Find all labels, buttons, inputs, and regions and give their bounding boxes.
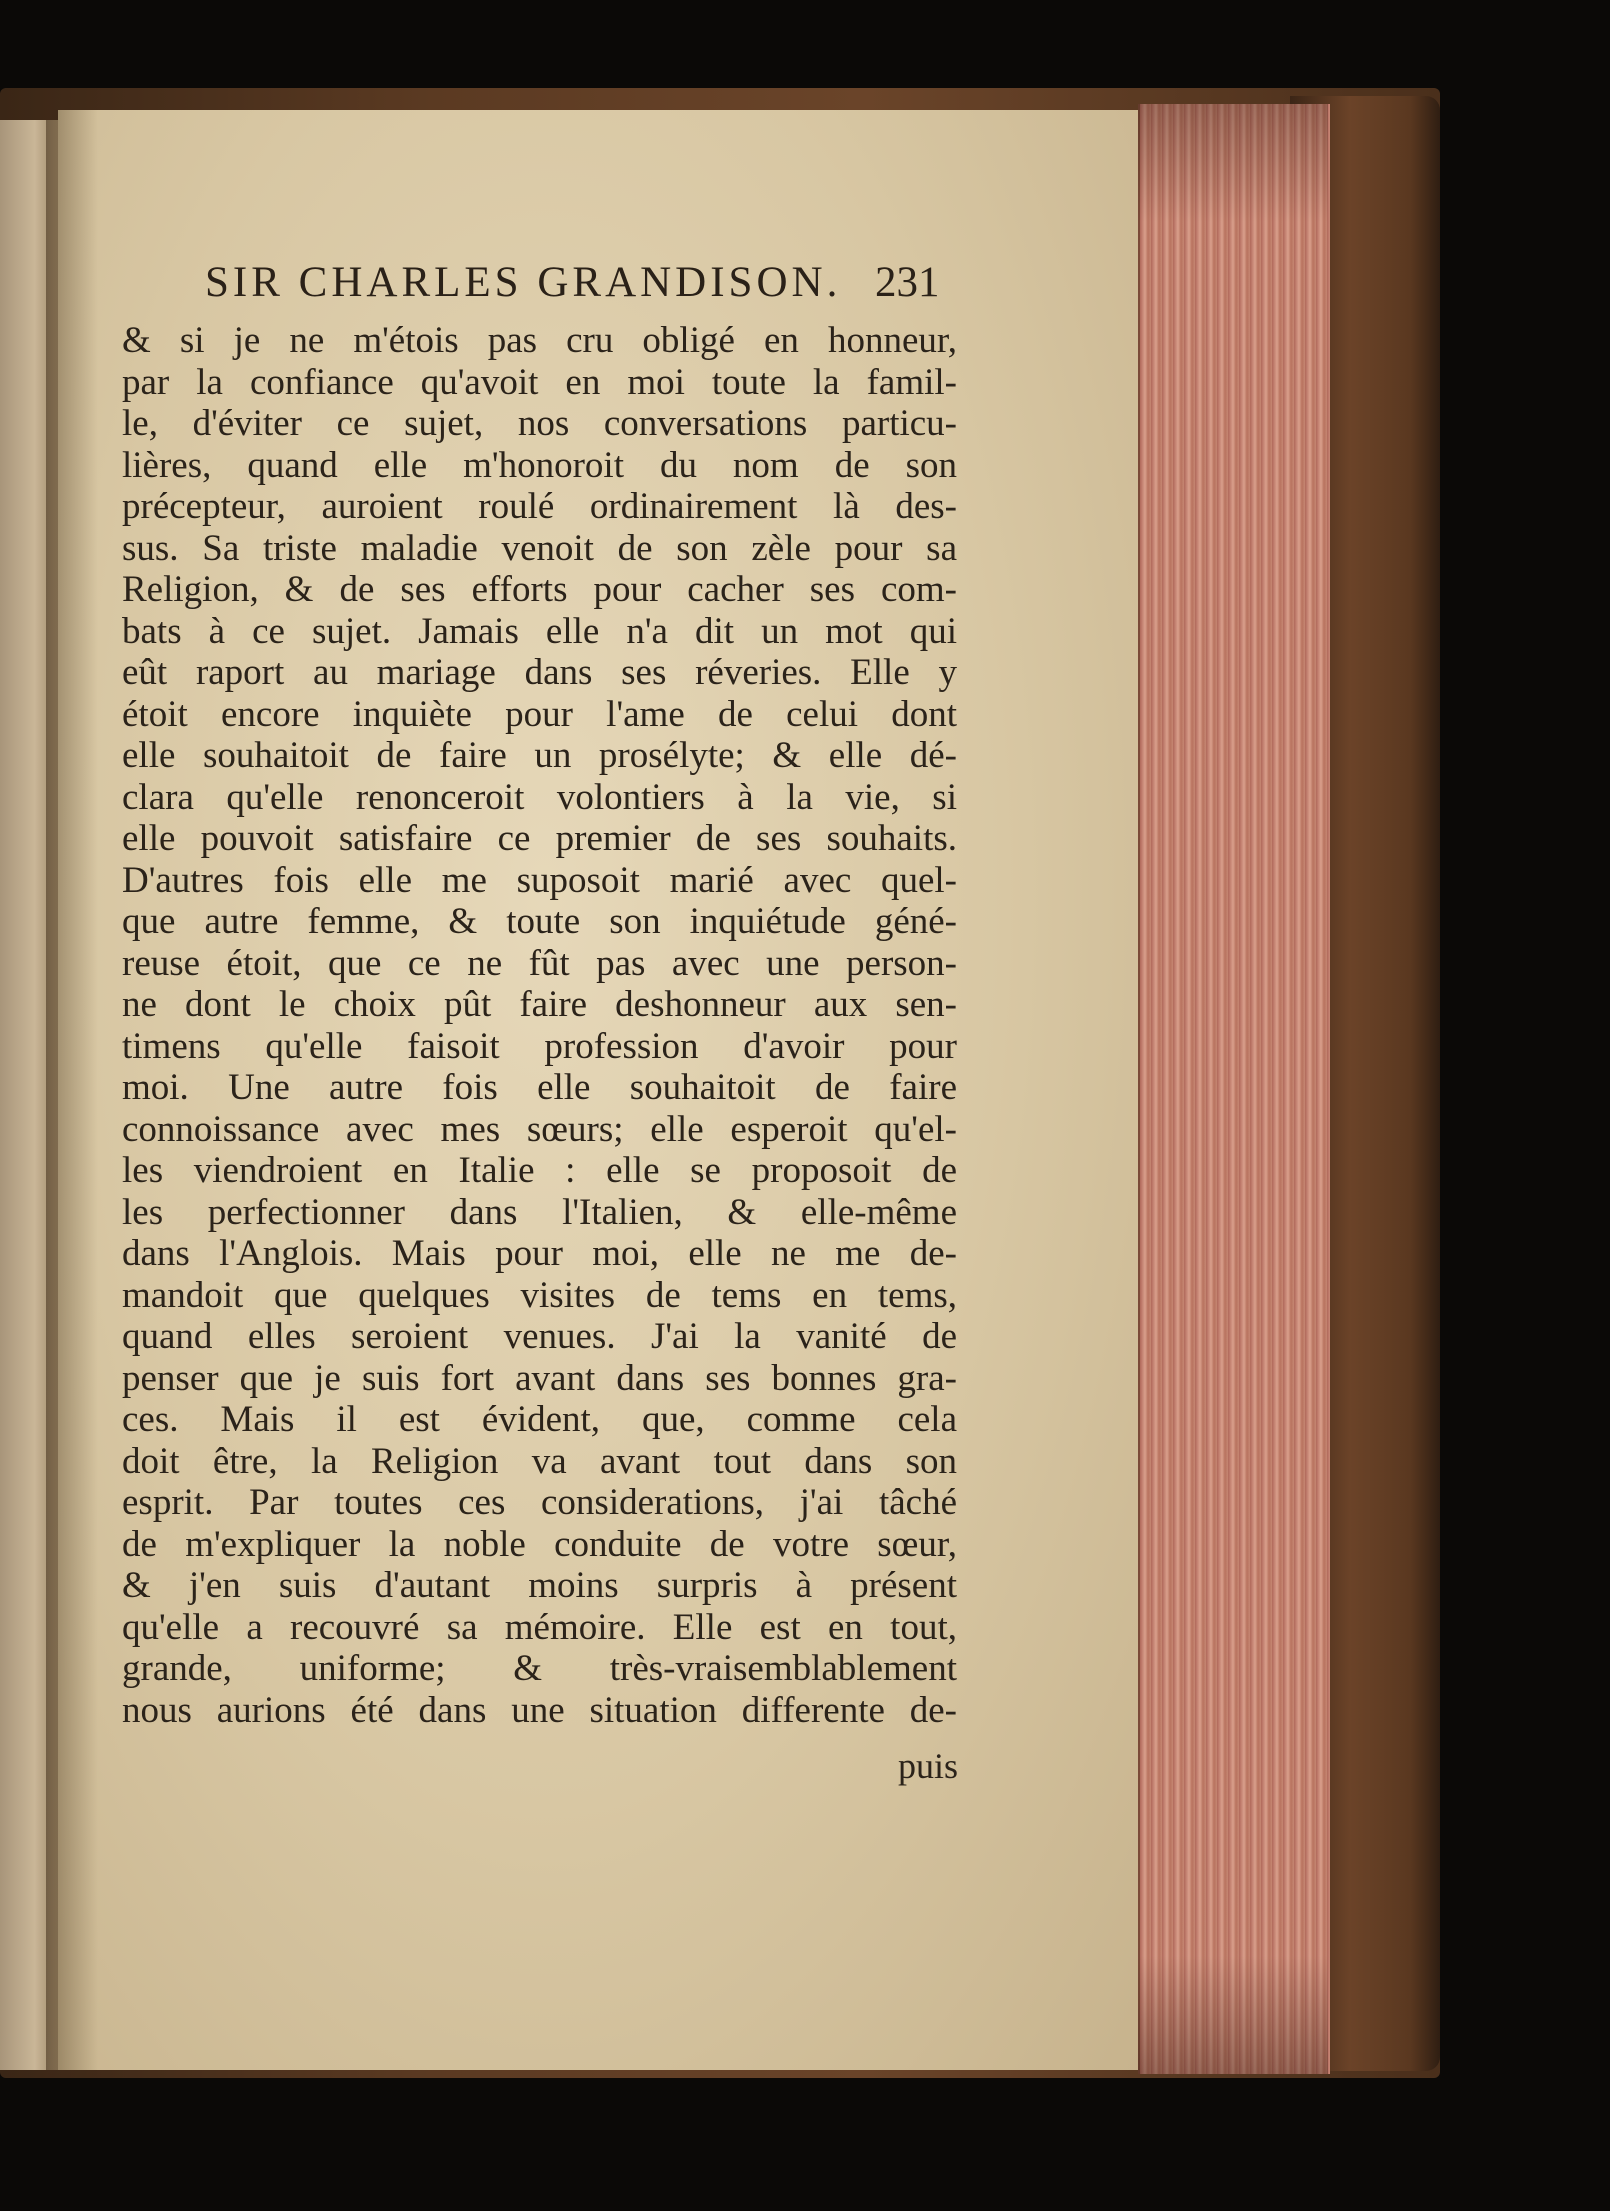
text-line: de m'expliquer la noble conduite de votre sœur, — [122, 1523, 957, 1565]
text-line: reuse étoit, que ce ne fût pas avec une person- — [122, 942, 957, 984]
text-line: elle pouvoit satisfaire ce premier de ses souhaits. — [122, 818, 957, 859]
text-line: eût raport au mariage dans ses réveries. Elle y — [122, 652, 957, 693]
running-head-title: SIR CHARLES GRANDISON. — [205, 259, 842, 306]
text-line: lières, quand elle m'honoroit du nom de son — [122, 444, 957, 486]
text-line: dans l'Anglois. Mais pour moi, elle ne me de- — [122, 1233, 957, 1274]
text-line: les viendroient en Italie : elle se proposoit de — [122, 1150, 957, 1191]
text-line: connoissance avec mes sœurs; elle esperoit qu'el- — [122, 1108, 957, 1150]
text-line: nous aurions été dans une situation differente de- — [122, 1689, 957, 1731]
catchword: puis — [898, 1746, 959, 1786]
body-text — [122, 320, 957, 1731]
text-line: grande, uniforme; & très-vraisemblablement — [122, 1648, 957, 1689]
text-line: les perfectionner dans l'Italien, & elle-même — [122, 1191, 957, 1233]
page-number: 231 — [875, 259, 940, 306]
text-line: qu'elle a recouvré sa mémoire. Elle est en tout, — [122, 1606, 957, 1648]
text-line: ne dont le choix pût faire deshonneur aux sen- — [122, 984, 957, 1025]
text-line: elle souhaitoit de faire un prosélyte; & elle dé- — [122, 735, 957, 776]
text-line: D'autres fois elle me suposoit marié avec quel- — [122, 859, 957, 901]
text-line: & si je ne m'étois pas cru obligé en honneur, — [122, 320, 957, 361]
text-line: le, d'éviter ce sujet, nos conversations particu- — [122, 403, 957, 444]
text-line: clara qu'elle renonceroit volontiers à la vie, si — [122, 776, 957, 818]
text-line: penser que je suis fort avant dans ses bonnes gra- — [122, 1357, 957, 1399]
text-line: moi. Une autre fois elle souhaitoit de faire — [122, 1067, 957, 1108]
text-line: & j'en suis d'autant moins surpris à présent — [122, 1565, 957, 1606]
text-line: sus. Sa triste maladie venoit de son zèle pour sa — [122, 527, 957, 569]
text-line: étoit encore inquiète pour l'ame de celui dont — [122, 693, 957, 735]
text-line: Religion, & de ses efforts pour cacher ses com- — [122, 569, 957, 610]
text-line: quand elles seroient venues. J'ai la vanité de — [122, 1316, 957, 1357]
text-line: timens qu'elle faisoit profession d'avoir pour — [122, 1025, 957, 1067]
fore-edge-shade — [1138, 104, 1328, 2074]
text-line: bats à ce sujet. Jamais elle n'a dit un mot qui — [122, 610, 957, 652]
text-line: que autre femme, & toute son inquiétude géné- — [122, 901, 957, 942]
text-line: ces. Mais il est évident, que, comme cela — [122, 1399, 957, 1440]
text-line: par la confiance qu'avoit en moi toute la famil- — [122, 361, 957, 403]
text-line: doit être, la Religion va avant tout dans son — [122, 1440, 957, 1482]
text-line: mandoit que quelques visites de tems en tems, — [122, 1274, 957, 1316]
page-inner-shadow — [58, 110, 98, 2070]
text-line: précepteur, auroient roulé ordinairement là des- — [122, 486, 957, 527]
text-line: esprit. Par toutes ces considerations, j'ai tâché — [122, 1482, 957, 1523]
